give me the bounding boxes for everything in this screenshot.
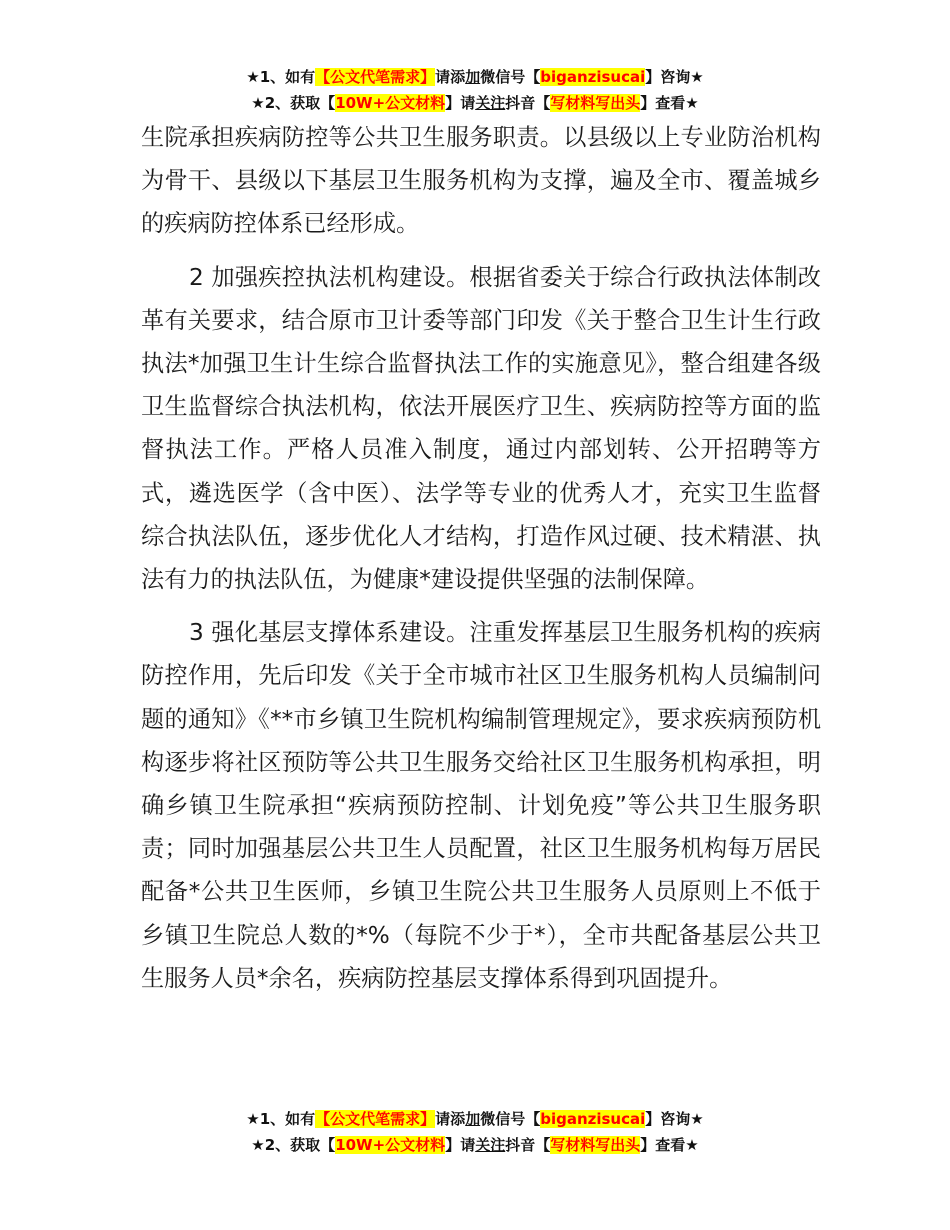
banner-1-highlight-service: 【公文代笔需求】 <box>315 68 436 86</box>
footer-2-mid-b: 关注 <box>475 1136 506 1154</box>
footer-2-highlight-materials: 10W+公文材料 <box>335 1136 446 1154</box>
footer-1-highlight-wechat: biganzisucai <box>540 1110 646 1128</box>
banner-1-mid-a: 请添 <box>435 68 466 86</box>
banner-line-1 <box>0 64 950 90</box>
banner-1-suffix: 】咨询★ <box>645 68 704 86</box>
footer-1-highlight-service: 【公文代笔需求】 <box>315 1110 436 1128</box>
footer-2-mid-c: 抖音【 <box>505 1136 551 1154</box>
footer-2-prefix: ★2、获取【 <box>251 1136 336 1154</box>
paragraph-law-enforcement: 2 加强疾控执法机构建设。根据省委关于综合行政执法体制改革有关要求，结合原市卫计委等部门印发《关于整合卫生计生行政执法*加强卫生计生综合监督执法工作的实施意见》，整合组建各级卫生监督综合执法机构，依法开展医疗卫生、疾病防控等方面的监督执法工作。严格人员准入制度，通过内部划转、公开招聘等方式，遴选医学（含中医）、法学等专业的优秀人才，充实卫生监督综合执法队伍，逐步优化人才结构，打造作风过硬、技术精湛、执法有力的执法队伍，为健康*建设提供坚强的法制保障。 <box>141 263 821 594</box>
footer-2-highlight-douyin: 写材料写出头 <box>550 1136 641 1154</box>
banner-1-mid-b: 加 <box>465 68 481 86</box>
footer-line-2 <box>0 1132 950 1158</box>
footer-line-1 <box>0 1106 950 1132</box>
footer-2-mid-a: 】请 <box>445 1136 476 1154</box>
banner-1-mid-c: 微信号【 <box>480 68 541 86</box>
footer-1-mid-b: 加 <box>465 1110 481 1128</box>
banner-2-mid-a: 】请 <box>445 94 476 112</box>
document-body <box>141 116 821 1000</box>
banner-2-prefix: ★2、获取【 <box>251 94 336 112</box>
paragraph-continuation: 生院承担疾病防控等公共卫生服务职责。以县级以上专业防治机构为骨干、县级以下基层卫生服务机构为支撑，遍及全市、覆盖城乡的疾病防控体系已经形成。 <box>141 124 821 238</box>
banner-2-mid-c: 抖音【 <box>505 94 551 112</box>
banner-2-highlight-materials: 10W+公文材料 <box>335 94 446 112</box>
banner-line-2 <box>0 90 950 116</box>
banner-1-prefix: ★1、如有 <box>246 68 316 86</box>
header-banner <box>0 64 950 116</box>
banner-2-mid-b: 关注 <box>475 94 506 112</box>
banner-2-suffix: 】查看★ <box>640 94 699 112</box>
footer-1-suffix: 】咨询★ <box>645 1110 704 1128</box>
banner-2-highlight-douyin: 写材料写出头 <box>550 94 641 112</box>
footer-1-mid-c: 微信号【 <box>480 1110 541 1128</box>
footer-1-mid-a: 请添 <box>435 1110 466 1128</box>
footer-2-suffix: 】查看★ <box>640 1136 699 1154</box>
paragraph-grassroots-support: 3 强化基层支撑体系建设。注重发挥基层卫生服务机构的疾病防控作用，先后印发《关于全市城市社区卫生服务机构人员编制问题的通知》《**市乡镇卫生院机构编制管理规定》，要求疾病预防机构逐步将社区预防等公共卫生服务交给社区卫生服务机构承担，明确乡镇卫生院承担“疾病预防控制、计划免疫”等公共卫生服务职责；同时加强基层公共卫生人员配置，社区卫生服务机构每万居民配备*公共卫生医师，乡镇卫生院公共卫生服务人员原则上不低于乡镇卫生院总人数的*%（每院不少于*），全市共配备基层公共卫生服务人员*余名，疾病防控基层支撑体系得到巩固提升。 <box>141 619 821 992</box>
footer-1-prefix: ★1、如有 <box>246 1110 316 1128</box>
banner-1-highlight-wechat: biganzisucai <box>540 68 646 86</box>
footer-banner <box>0 1106 950 1158</box>
